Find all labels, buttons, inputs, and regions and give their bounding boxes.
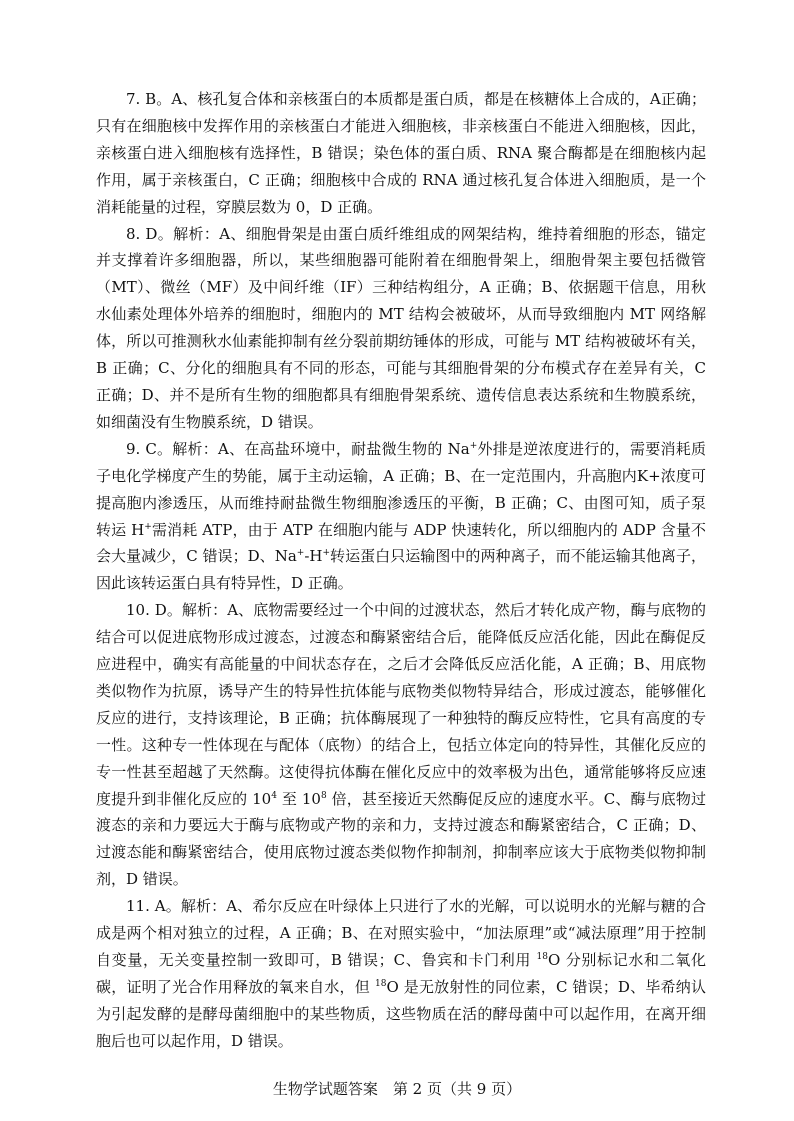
answer-10-text: 10. D。解析：A、底物需要经过一个中间的过渡状态，然后才转化成产物，酶与底物的结合可以促进底物形成过渡态，过渡态和酶紧密结合后，能降低反应活化能，因此在酶促反应进程中，确实有高能量的中间状态存在，之后才会降低反应活化能，A 正确；B、用底物类似物作为抗原，诱导产生的特异性抗体能与底物类似物特异结合，形成过渡态，能够催化反应的进行，支持该理论，B 正确；抗体酶展现了一种独特的酶反应特性，它具有高度的专一性。这种专一性体现在与配体（底物）的结合上，包括立体定向的特异性，其催化反应的专一性甚至超越了天然酶。这使得抗体酶在催化反应中的效率极为出色，通常能够将反应速度提升到非催化反应的 10 bbox=[96, 601, 706, 808]
superscript: 4 bbox=[271, 790, 277, 801]
superscript: + bbox=[322, 548, 331, 559]
answer-10-text: 倍，甚至接近天然酶促反应的速度水平。C、酶与底物过渡态的亲和力要远大于酶与底物或产物的亲和力，支持过渡态和酶紧密结合，C 正确；D、过渡态能和酶紧密结合，使用底物过渡态类似物作抑制剂，抑制率应该大于底物类似物抑制剂，D 错误。 bbox=[96, 789, 707, 889]
answer-11-text: O 分别标记水和二氧化碳，证明了光合作用释放的氧来自水，但 bbox=[96, 951, 706, 996]
answer-9-text: 9. C。解析：A、在高盐环境中，耐盐微生物的 Na bbox=[126, 439, 470, 458]
superscript: 8 bbox=[320, 790, 327, 801]
answer-9-text: 外排是逆浓度进行的，需要消耗质子电化学梯度产生的势能，属于主动运输，A 正确；B、在一定范围内，升高胞内K+浓度可提高胞内渗透压，从而维持耐盐微生物细胞渗透压的平衡，B 正确；C、由图可知，质子泵转运 H bbox=[96, 439, 706, 539]
superscript: + bbox=[469, 440, 478, 451]
answer-11-text: 11. A。解析：A、希尔反应在叶绿体上只进行了水的光解，可以说明水的光解与糖的合成是两个相对独立的过程，A 正确；B、在对照实验中，“加法原理”或“减法原理”用于控制自变量，无关变量控制一致即可，B 错误；C、鲁宾和卡门利用 bbox=[96, 897, 706, 969]
answer-7-text: 7. B。A、核孔复合体和亲核蛋白的本质都是蛋白质，都是在核糖体上合成的，A正确；只有在细胞核中发挥作用的亲核蛋白才能进入细胞核，非亲核蛋白不能进入细胞核，因此，亲核蛋白进入细胞核有选择性，B 错误；染色体的蛋白质、RNA 聚合酶都是在细胞核内起作用，属于亲核蛋白，C 正确；细胞核中合成的 RNA 通过核孔复合体进入细胞质，是一个消耗能量的过程，穿膜层数为 0，D 正确。 bbox=[96, 90, 706, 216]
answer-9 bbox=[96, 436, 706, 597]
superscript: + bbox=[144, 521, 152, 532]
answer-9-text: 需消耗 ATP，由于 ATP 在细胞内能与 ADP 快速转化，所以细胞内的 ADP 含量不会大量减少，C 错误；D、Na bbox=[96, 520, 706, 566]
page-footer bbox=[0, 1078, 794, 1100]
superscript: 18 bbox=[536, 952, 548, 962]
footer-text: 生物学试题答案 第 2 页（共 9 页） bbox=[272, 1080, 522, 1098]
answer-7 bbox=[96, 86, 706, 221]
superscript: 18 bbox=[374, 978, 387, 989]
answer-8 bbox=[96, 221, 706, 436]
answer-9-text: 转运蛋白只运输图中的两种离子，而不能运输其他离子，因此该转运蛋白具有特异性，D 正确。 bbox=[96, 547, 706, 593]
answer-8-text: 8. D。解析：A、细胞骨架是由蛋白质纤维组成的网架结构，维持着细胞的形态，锚定并支撑着许多细胞器，所以，某些细胞器可能附着在细胞骨架上，细胞骨架主要包括微管（MT）、微丝（MF）及中间纤维（IF）三种结构组分，A 正确；B、依据题干信息，用秋水仙素处理体外培养的细胞时，细胞内的 MT 结构会被破坏，从而导致细胞内 MT 网络解体，所以可推测秋水仙素能抑制有丝分裂前期纺锤体的形成，可能与 MT 结构被破坏有关，B 正确；C、分化的细胞具有不同的形态，可能与其细胞骨架的分布模式存在差异有关，C 正确；D、并不是所有生物的细胞都具有细胞骨架系统、遗传信息表达系统和生物膜系统，如细菌没有生物膜系统，D 错误。 bbox=[96, 224, 706, 431]
answer-10-text: 至 10 bbox=[276, 789, 321, 808]
answer-11 bbox=[96, 893, 706, 1054]
answer-9-text: -H bbox=[304, 547, 323, 566]
answer-10 bbox=[96, 597, 706, 893]
answer-11-text: O 是无放射性的同位素，C 错误；D、毕希纳认为引起发酵的是酵母菌细胞中的某些物质，这些物质在活的酵母菌中可以起作用，在离开细胞后也可以起作用，D 错误。 bbox=[96, 977, 706, 1050]
answer-body bbox=[96, 86, 706, 1055]
superscript: + bbox=[296, 548, 305, 559]
